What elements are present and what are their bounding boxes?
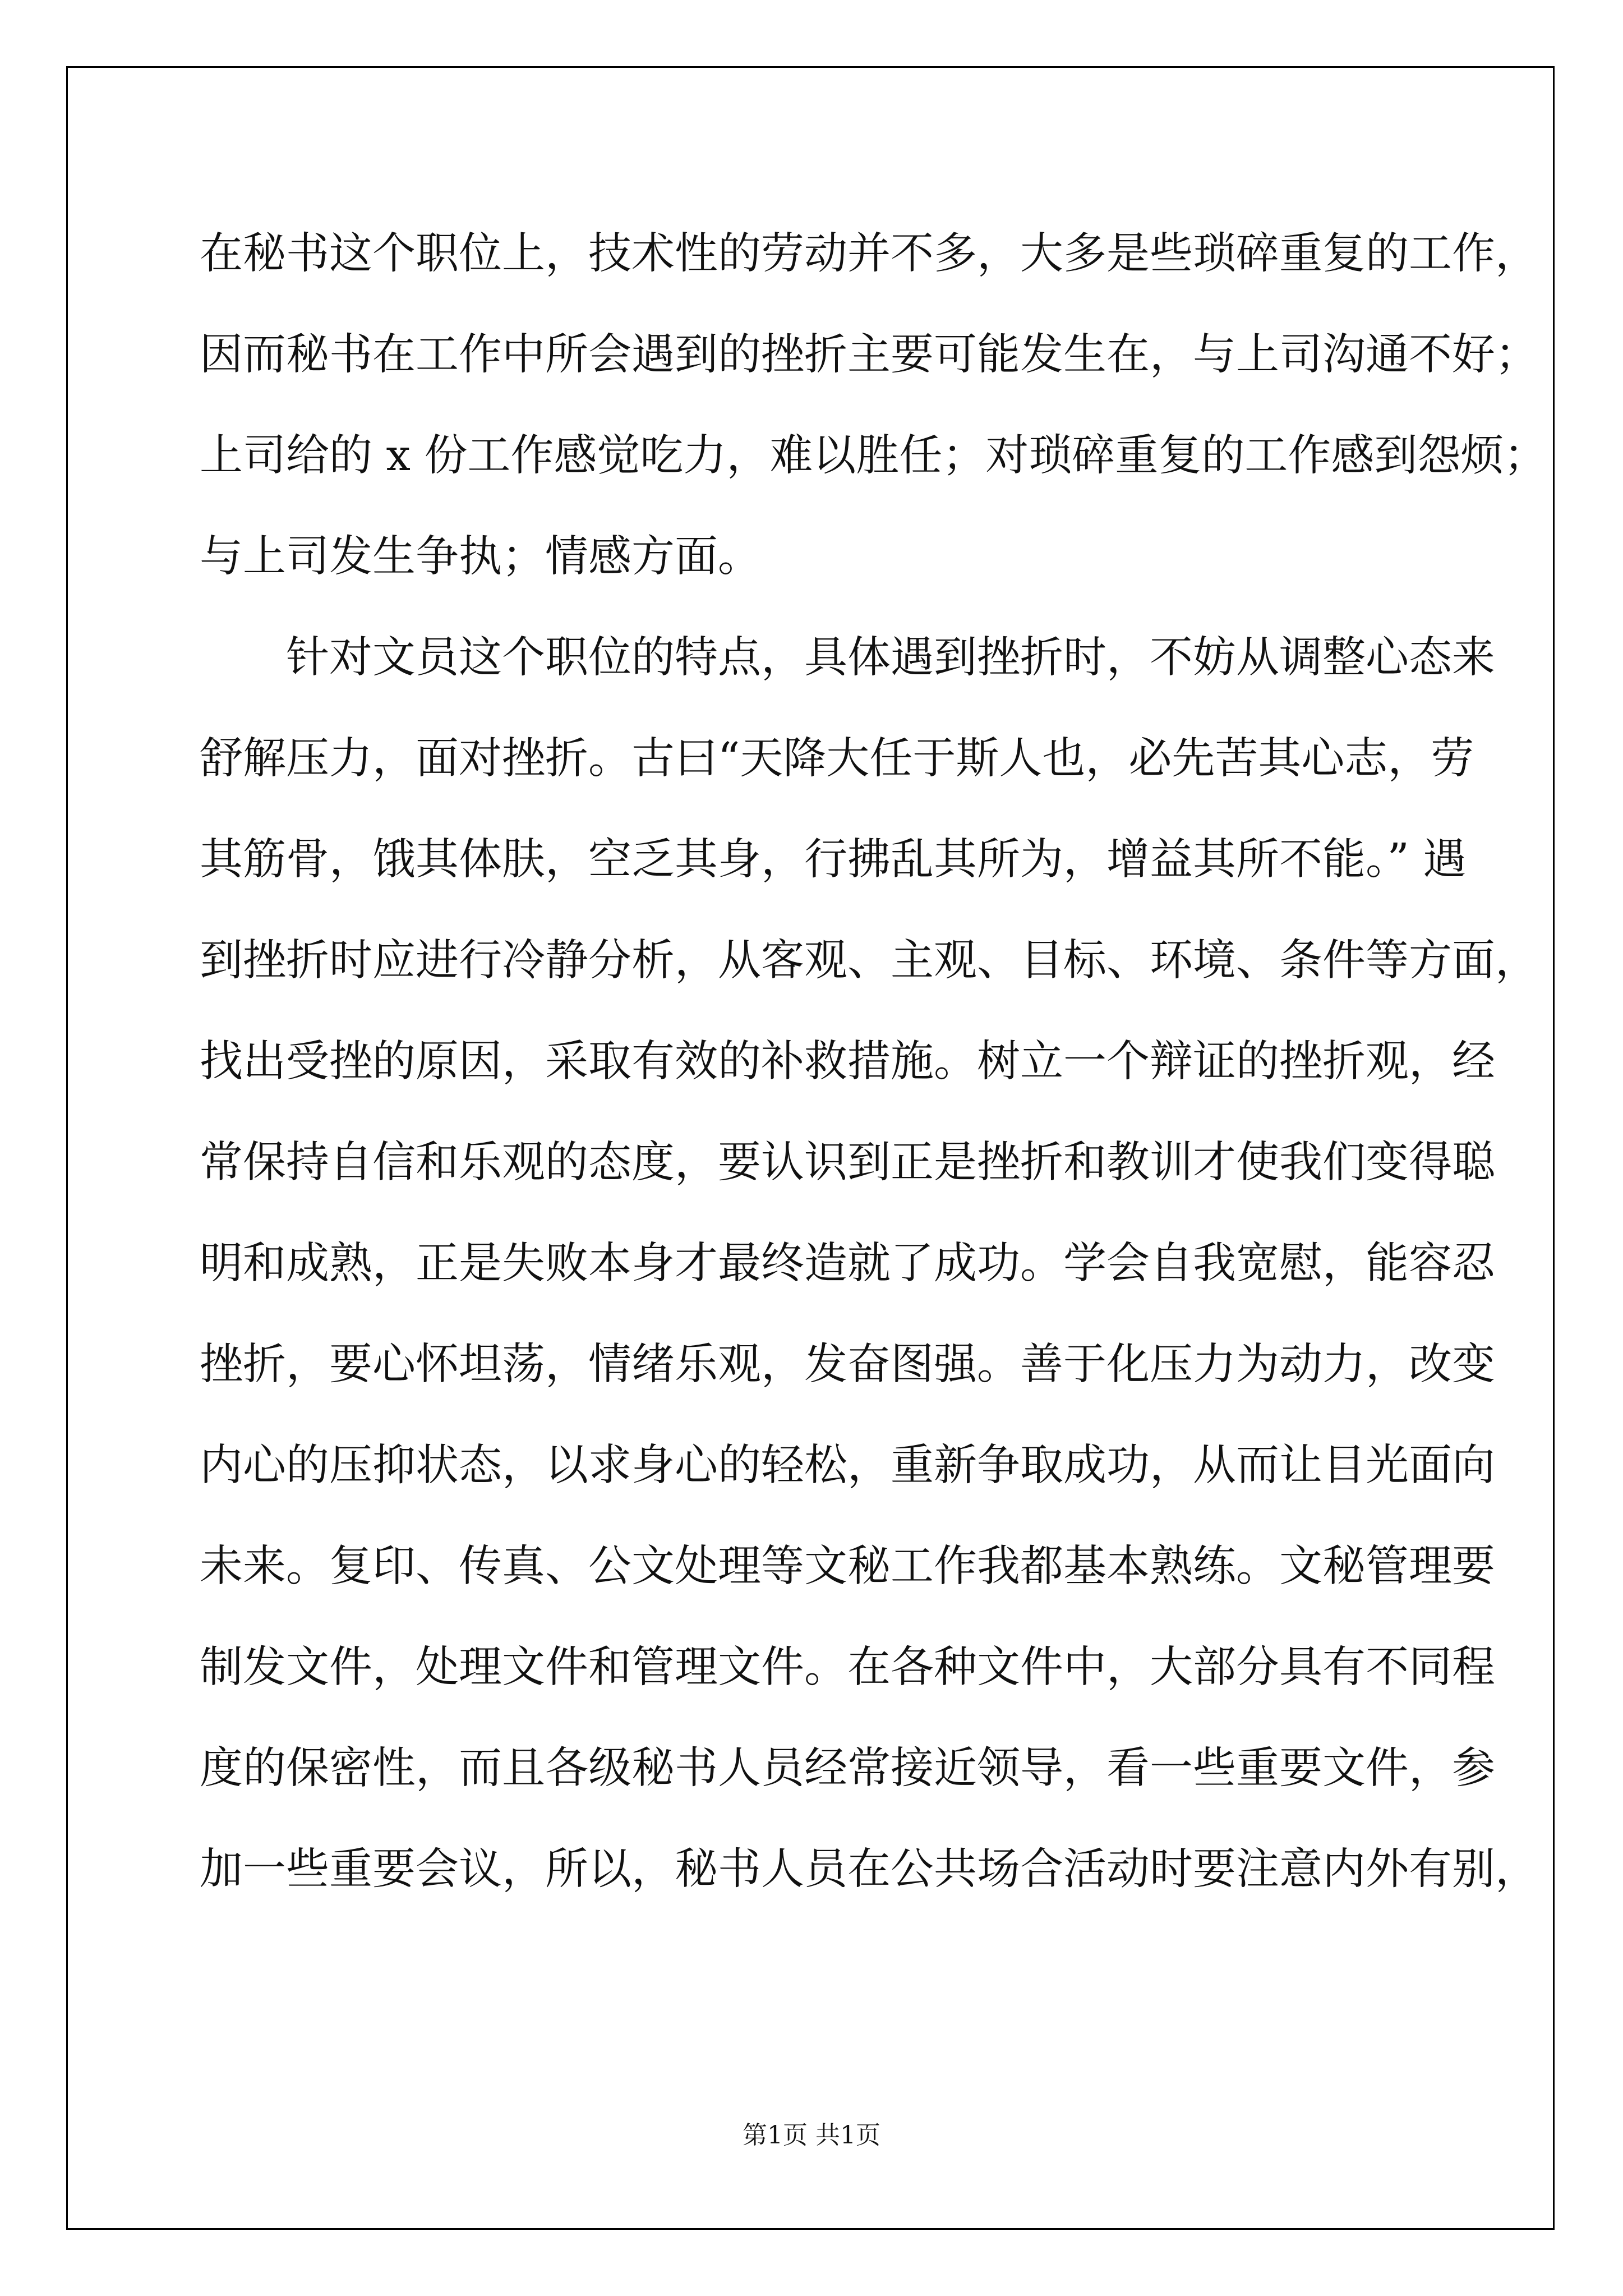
page-footer: 第1页 共1页 <box>743 2121 880 2150</box>
text-line: 到挫折时应进行冷静分析，从客观、主观、目标、环境、条件等方面， <box>200 936 1538 986</box>
text-line: 因而秘书在工作中所会遇到的挫折主要可能发生在，与上司沟通不好； <box>200 330 1538 380</box>
text-line: 挫折，要心怀坦荡，情绪乐观，发奋图强。善于化压力为动力，改变 <box>200 1340 1495 1389</box>
text-line: 内心的压抑状态，以求身心的轻松，重新争取成功，从而让目光面向 <box>200 1441 1495 1490</box>
text-line: 未来。复印、传真、公文处理等文秘工作我都基本熟练。文秘管理要 <box>200 1542 1495 1591</box>
text-line: 加一些重要会议，所以，秘书人员在公共场合活动时要注意内外有别， <box>200 1844 1538 1894</box>
text-line: 度的保密性，而且各级秘书人员经常接近领导，看一些重要文件，参 <box>200 1743 1495 1793</box>
text-line-indented: 针对文员这个职位的特点，具体遇到挫折时，不妨从调整心态来 <box>286 633 1495 683</box>
text-line: 舒解压力，面对挫折。古曰“天降大任于斯人也，必先苦其心志，劳 <box>200 734 1474 784</box>
text-line: 其筋骨，饿其体肤，空乏其身，行拂乱其所为，增益其所不能。” 遇 <box>200 835 1467 885</box>
text-line: 上司给的 x 份工作感觉吃力，难以胜任；对琐碎重复的工作感到怨烦； <box>200 431 1547 481</box>
text-line: 常保持自信和乐观的态度，要认识到正是挫折和教训才使我们变得聪 <box>200 1138 1495 1188</box>
text-line: 找出受挫的原因，采取有效的补救措施。树立一个辩证的挫折观，经 <box>200 1037 1495 1087</box>
text-line: 制发文件，处理文件和管理文件。在各种文件中，大部分具有不同程 <box>200 1642 1495 1692</box>
text-line: 明和成熟，正是失败本身才最终造就了成功。学会自我宽慰，能容忍 <box>200 1239 1495 1289</box>
text-line: 在秘书这个职位上，技术性的劳动并不多，大多是些琐碎重复的工作， <box>200 229 1538 279</box>
text-line: 与上司发生争执；情感方面。 <box>200 532 761 582</box>
